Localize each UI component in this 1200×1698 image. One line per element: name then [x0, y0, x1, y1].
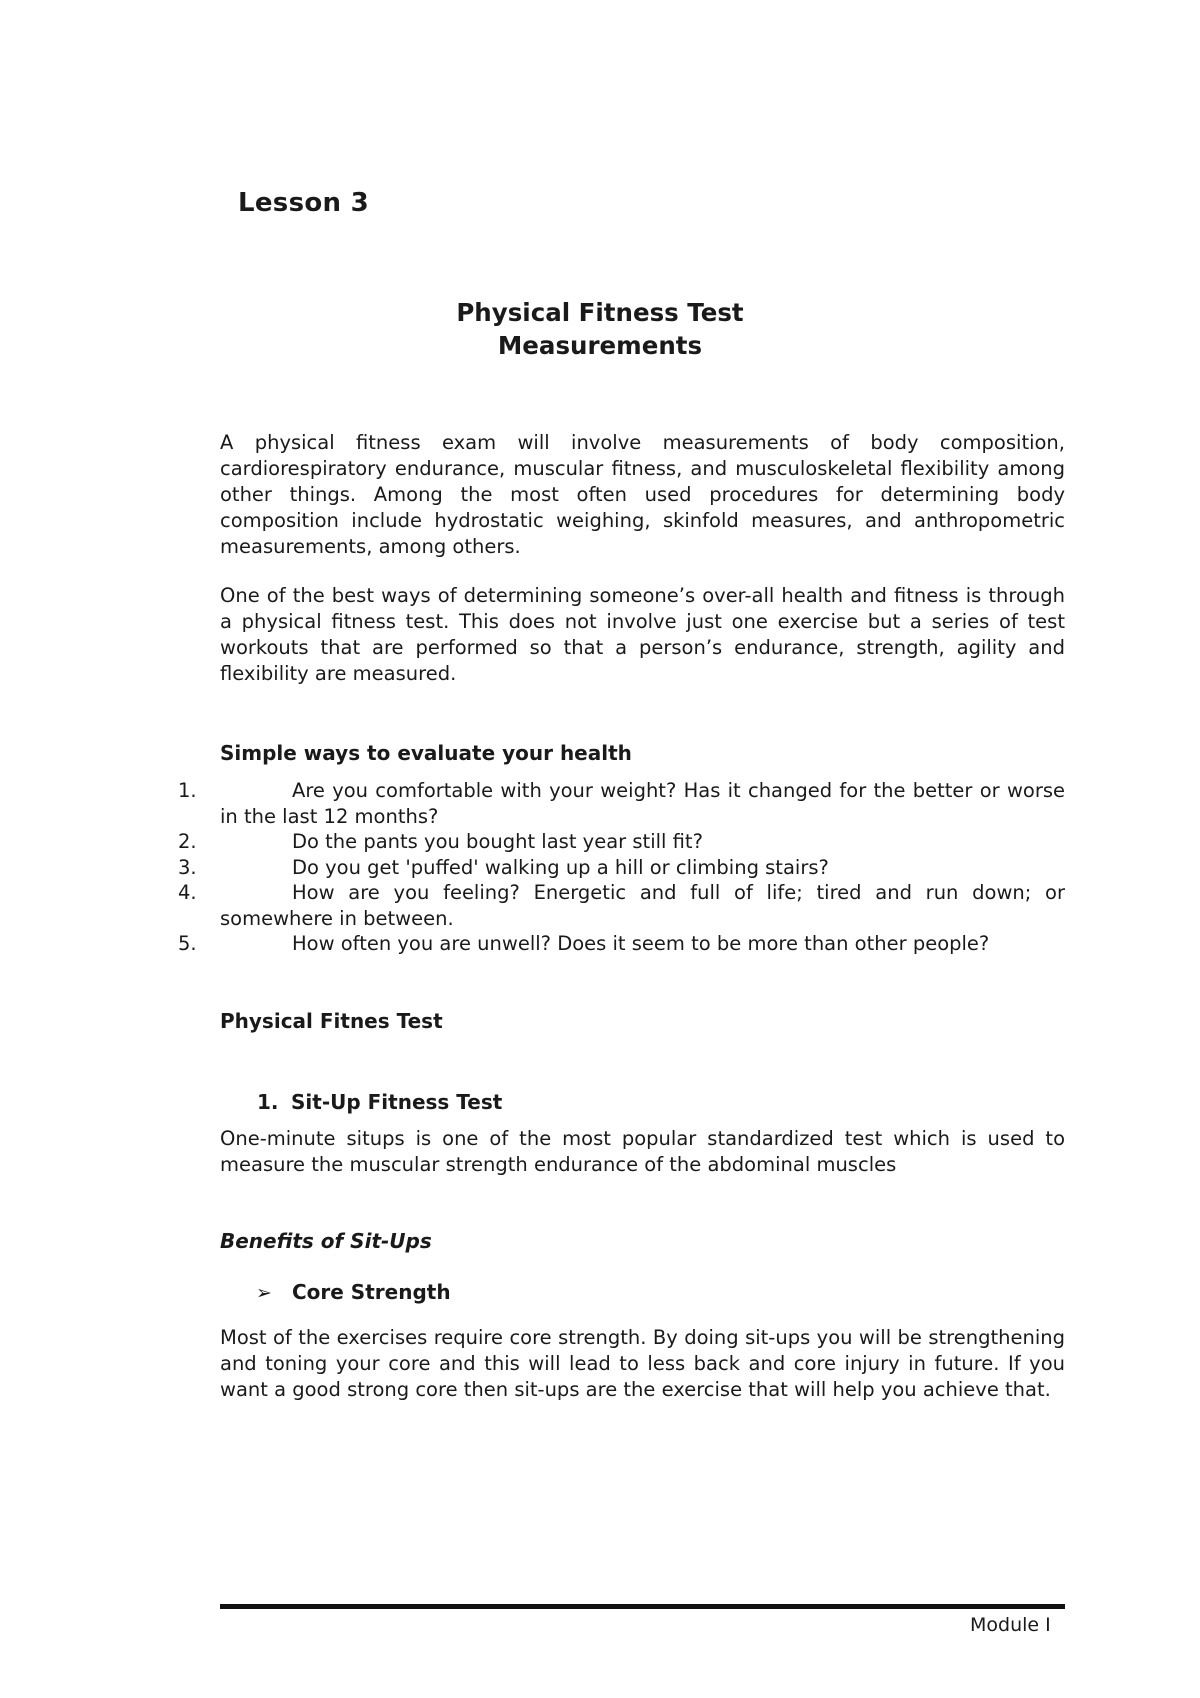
list-item-number: 3. [178, 855, 197, 879]
page-title [0, 296, 1200, 362]
simple-ways-list [178, 778, 1065, 957]
sit-up-test-label: Sit-Up Fitness Test [291, 1090, 503, 1114]
core-strength-bullet [256, 1280, 451, 1304]
list-item [178, 778, 1065, 829]
sit-up-test-title [257, 1090, 502, 1114]
fitness-test-heading: Physical Fitnes Test [220, 1009, 443, 1033]
lesson-label: Lesson 3 [238, 188, 370, 218]
sit-up-test-number: 1. [257, 1090, 279, 1114]
core-strength-title: Core Strength [292, 1280, 451, 1304]
list-item [178, 855, 1065, 881]
list-item-text: Are you comfortable with your weight? Has it changed for the better or worse in the last 12 months? [220, 779, 1065, 828]
list-item-text: How often you are unwell? Does it seem to be more than other people? [292, 932, 990, 955]
list-item [178, 880, 1065, 931]
page-title-line-1: Physical Fitness Test [456, 298, 744, 327]
list-item-number: 2. [178, 830, 197, 853]
sit-up-test-description: One-minute situps is one of the most popular standardized test which is used to measure the muscular strength endurance of the abdominal muscles [220, 1127, 1065, 1176]
list-item-text: How are you feeling? Energetic and full of life; tired and run down; or somewhere in between. [220, 881, 1065, 930]
benefits-heading: Benefits of Sit-Ups [220, 1229, 432, 1253]
intro-paragraph-2: One of the best ways of determining someone’s over-all health and fitness is through a physical fitness test. This does not involve just one exercise but a series of test workouts that are performed so that a person’s endurance, strength, agility and flexibility are measured. [220, 584, 1065, 685]
simple-ways-heading: Simple ways to evaluate your health [220, 741, 632, 765]
list-item-number: 1. [178, 779, 197, 802]
footer-divider [220, 1604, 1065, 1609]
footer-module-label: Module I [970, 1614, 1051, 1636]
arrow-bullet-icon: ➢ [256, 1282, 272, 1304]
list-item [178, 931, 1065, 957]
core-strength-description: Most of the exercises require core strength. By doing sit-ups you will be strengthening and toning your core and this will lead to less back and core injury in future. If you want a good strong core then sit-ups are the exercise that will help you achieve that. [220, 1326, 1065, 1401]
page-title-line-2: Measurements [497, 331, 703, 360]
list-item-number: 5. [178, 932, 197, 955]
list-item-text: Do the pants you bought last year still fit? [292, 830, 703, 853]
list-item-text: Do you get 'puffed' walking up a hill or climbing stairs? [292, 855, 829, 879]
list-item [178, 829, 1065, 855]
intro-paragraph-1: A physical fitness exam will involve measurements of body composition, cardiorespiratory endurance, muscular fitness, and musculoskeletal flexibility among other things. Among the most often used procedures for determining body composition include hydrostatic weighing, skinfold measures, and anthropometric measurements, among others. [220, 431, 1065, 558]
list-item-number: 4. [178, 881, 197, 904]
